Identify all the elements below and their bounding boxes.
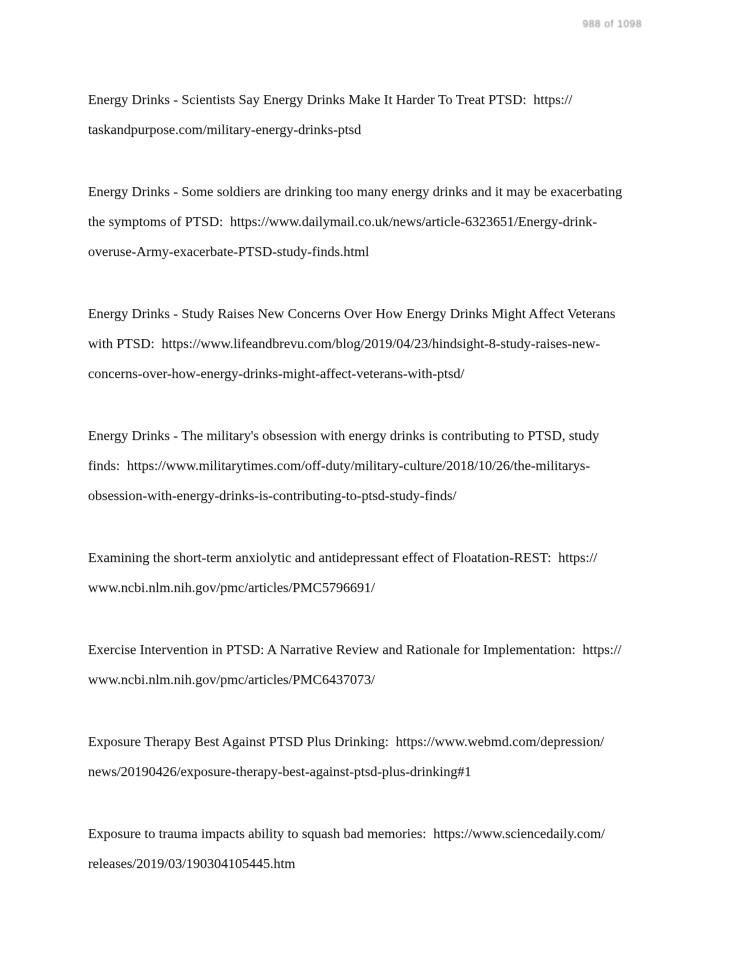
reference-entry xyxy=(88,820,668,880)
reference-entry xyxy=(88,178,668,268)
reference-line: Exercise Intervention in PTSD: A Narrative Review and Rationale for Implementation: https:// xyxy=(88,643,622,658)
reference-line: Examining the short-term anxiolytic and antidepressant effect of Floatation-REST: https:// xyxy=(88,551,598,566)
reference-entry xyxy=(88,86,668,146)
reference-line: www.ncbi.nlm.nih.gov/pmc/articles/PMC6437073/ xyxy=(88,673,375,688)
reference-entry xyxy=(88,422,668,512)
reference-line: taskandpurpose.com/military-energy-drinks-ptsd xyxy=(88,123,362,138)
reference-line: www.ncbi.nlm.nih.gov/pmc/articles/PMC5796691/ xyxy=(88,581,375,596)
page-number-indicator: 988 of 1098 xyxy=(582,19,642,30)
reference-line: Exposure Therapy Best Against PTSD Plus Drinking: https://www.webmd.com/depression/ xyxy=(88,735,605,750)
reference-line: news/20190426/exposure-therapy-best-against-ptsd-plus-drinking#1 xyxy=(88,765,472,780)
reference-line: with PTSD: https://www.lifeandbrevu.com/blog/2019/04/23/hindsight-8-study-raises-new- xyxy=(88,337,600,352)
reference-line: overuse-Army-exacerbate-PTSD-study-finds.html xyxy=(88,245,370,260)
reference-line: concerns-over-how-energy-drinks-might-affect-veterans-with-ptsd/ xyxy=(88,367,465,382)
reference-entry xyxy=(88,728,668,788)
reference-line: releases/2019/03/190304105445.htm xyxy=(88,857,296,872)
reference-line: Energy Drinks - Scientists Say Energy Drinks Make It Harder To Treat PTSD: https:// xyxy=(88,93,573,108)
reference-entry xyxy=(88,636,668,696)
reference-line: Energy Drinks - Study Raises New Concerns Over How Energy Drinks Might Affect Veterans xyxy=(88,307,616,322)
reference-line: Exposure to trauma impacts ability to squash bad memories: https://www.sciencedaily.com/ xyxy=(88,827,605,842)
reference-entry xyxy=(88,300,668,390)
reference-entry xyxy=(88,544,668,604)
reference-line: Energy Drinks - The military's obsession with energy drinks is contributing to PTSD, study xyxy=(88,429,600,444)
references-list xyxy=(88,86,668,912)
reference-line: finds: https://www.militarytimes.com/off-duty/military-culture/2018/10/26/the-militarys- xyxy=(88,459,590,474)
reference-line: obsession-with-energy-drinks-is-contributing-to-ptsd-study-finds/ xyxy=(88,489,457,504)
reference-line: the symptoms of PTSD: https://www.dailymail.co.uk/news/article-6323651/Energy-drink- xyxy=(88,215,597,230)
reference-line: Energy Drinks - Some soldiers are drinking too many energy drinks and it may be exacerbating xyxy=(88,185,623,200)
